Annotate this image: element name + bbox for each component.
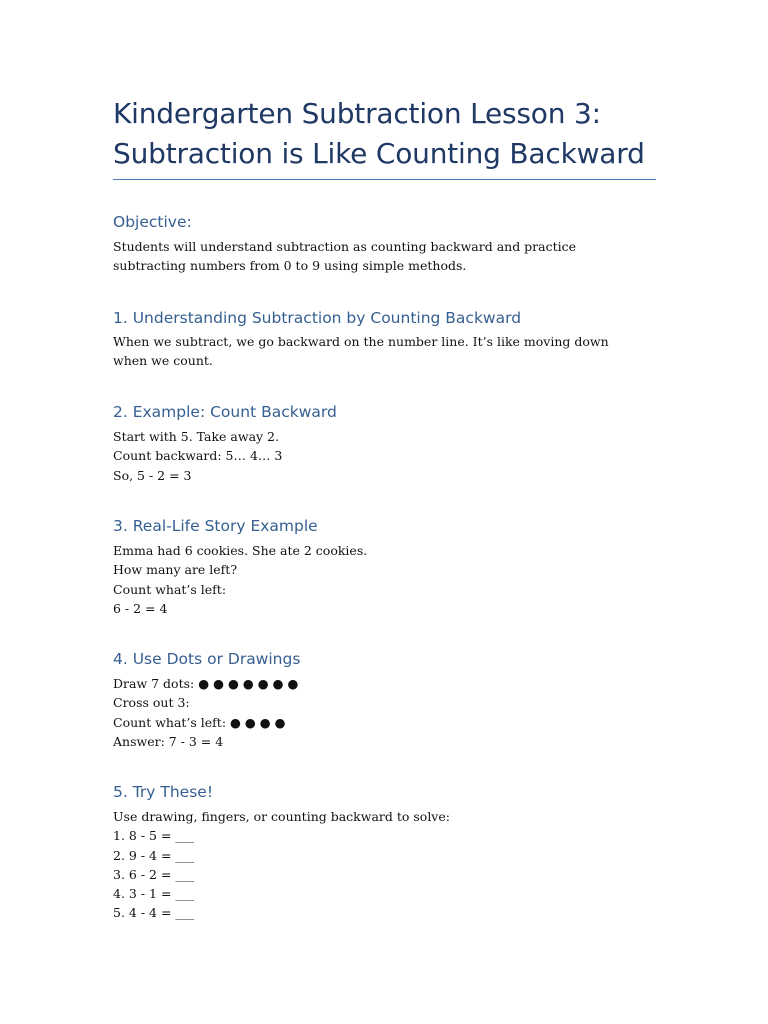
objective-text: Students will understand subtraction as counting backward and practice subtracting numbers from 0 to 9 using simple methods. <box>113 239 577 274</box>
section-3-line: Emma had 6 cookies. She ate 2 cookies. <box>113 543 368 558</box>
section-4-line: Cross out 3: <box>113 695 190 711</box>
section-4-heading: 4. Use Dots or Drawings <box>113 650 301 668</box>
document-title <box>113 94 658 174</box>
section-1-text: When we subtract, we go backward on the number line. It’s like moving down when we count. <box>113 334 609 369</box>
section-2-line: Start with 5. Take away 2. <box>113 429 279 444</box>
section-5-heading: 5. Try These! <box>113 783 214 801</box>
section-4-line: Answer: 7 - 3 = 4 <box>113 733 224 749</box>
section-2-body <box>113 427 658 485</box>
exercise-1: 1. 8 - 5 = ___ <box>113 828 195 844</box>
objective-heading: Objective: <box>113 213 192 231</box>
section-3-line: Count what’s left: <box>113 581 227 597</box>
exercise-3: 3. 6 - 2 = ___ <box>113 866 195 882</box>
section-1-heading: 1. Understanding Subtraction by Counting Backward <box>113 309 522 327</box>
exercise-5: 5. 4 - 4 = ___ <box>113 905 195 921</box>
section-2-heading: 2. Example: Count Backward <box>113 403 337 421</box>
section-5-body <box>113 807 658 923</box>
section-5-line: Use drawing, fingers, or counting backward to solve: <box>113 809 450 824</box>
section-3-heading: 3. Real-Life Story Example <box>113 517 318 535</box>
section-3-body <box>113 541 658 618</box>
title-line-1: Kindergarten Subtraction Lesson 3: <box>113 97 601 130</box>
section-4-line: Count what’s left: ● ● ● ● <box>113 714 286 730</box>
section-4-body <box>113 674 658 751</box>
exercise-2: 2. 9 - 4 = ___ <box>113 847 195 863</box>
section-3-line: How many are left? <box>113 562 238 578</box>
section-2-line: So, 5 - 2 = 3 <box>113 467 192 483</box>
exercise-4: 4. 3 - 1 = ___ <box>113 886 195 902</box>
title-underline <box>113 179 656 180</box>
title-line-2: Subtraction is Like Counting Backward <box>113 137 645 170</box>
section-3-line: 6 - 2 = 4 <box>113 600 168 616</box>
section-4-line: Draw 7 dots: ● ● ● ● ● ● ● <box>113 676 299 691</box>
section-2-line: Count backward: 5… 4… 3 <box>113 448 283 464</box>
